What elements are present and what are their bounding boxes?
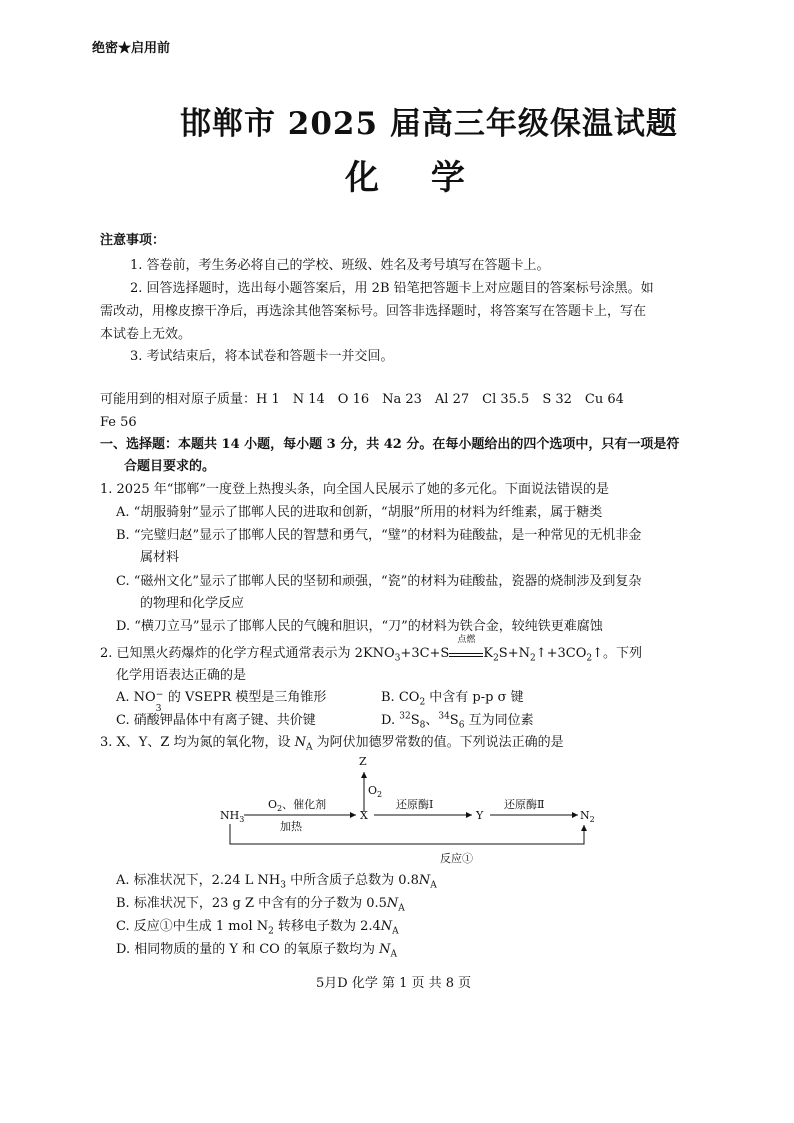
diagram-o2-up-sub: 2 xyxy=(377,790,383,799)
q3-option-c-sub: 2 xyxy=(268,926,274,937)
notice-heading: 注意事项： xyxy=(100,233,166,248)
subject-title: 化 学 xyxy=(345,158,485,198)
q3-option-d-pre: D. 相同物质的量的 Y 和 CO 的氧原子数均为 xyxy=(116,942,380,957)
q2-stem-post-1: K xyxy=(483,646,494,661)
notice-item-2: 2. 回答选择题时，选出每小题答案后，用 2B 铅笔把答题卡上对应题目的答案标号涂黑。如 xyxy=(130,281,654,296)
diagram-heat-label: 加热 xyxy=(280,820,302,833)
q1-stem: 1. 2025 年“邯郸”一度登上热搜头条，向全国人民展示了她的多元化。下面说法错误的是 xyxy=(100,482,610,497)
q2-reaction-arrow xyxy=(449,635,483,657)
section-1-instructions-cont: 合题目要求的。 xyxy=(124,459,216,474)
q2-stem-post-2: S+N xyxy=(498,646,530,661)
diagram-reductase-2-label: 还原酶Ⅱ xyxy=(504,798,545,811)
q3-option-c xyxy=(116,918,399,936)
q3-stem-post: 为阿伏加德罗常数的值。下列说法正确的是 xyxy=(312,735,564,750)
diagram-x-label: X xyxy=(360,809,368,822)
confidential-label: 绝密★启用前 xyxy=(92,41,171,56)
q2-sub: 3 xyxy=(394,653,401,664)
page-footer: 5月D 化学 第 1 页 共 8 页 xyxy=(316,976,472,991)
q2-option-d-sub: 8 xyxy=(419,720,426,731)
q3-stem-pre: 3. X、Y、Z 均为氮的氧化物，设 xyxy=(100,735,295,750)
q2-option-b-post: 中含有 p-p σ 键 xyxy=(425,690,524,705)
q2-option-d-s: S xyxy=(410,713,420,728)
diagram-z-label: Z xyxy=(359,755,367,768)
diagram-reductase-1-label: 还原酶Ⅰ xyxy=(396,798,434,811)
q2-sub: 2 xyxy=(529,653,536,664)
diagram-nh3: NH xyxy=(220,809,240,822)
q3-option-c-mid: 转移电子数为 2.4 xyxy=(273,919,381,934)
q2-option-d-pre: D. xyxy=(381,713,400,728)
diagram-n2: N xyxy=(580,809,590,822)
q2-option-d-sup: 32 xyxy=(399,711,411,722)
diagram-nh3-label xyxy=(220,809,244,824)
q2-option-d-s: S xyxy=(449,713,459,728)
q3-option-a-na-sub: A xyxy=(430,880,437,891)
diagram-o2-catalyst-label xyxy=(268,797,326,813)
q2-option-b-pre: B. CO xyxy=(381,690,420,705)
q2-option-a-pre: A. NO xyxy=(116,690,156,705)
q1-option-c-cont: 的物理和化学反应 xyxy=(140,596,245,611)
diagram-reaction-1-label: 反应① xyxy=(440,852,473,865)
diagram-n2-label xyxy=(580,809,595,824)
q3-na: N xyxy=(294,735,307,750)
diagram-o2-cat-sub: 2 xyxy=(277,804,283,813)
q3-option-d-na-sub: A xyxy=(390,949,397,960)
diagram-n2-sub: 2 xyxy=(589,815,595,824)
q2-option-b xyxy=(381,689,524,707)
notice-item-3: 3. 考试结束后，将本试卷和答题卡一并交回。 xyxy=(130,349,394,364)
diagram-y-label: Y xyxy=(476,809,484,822)
q2-sub: 2 xyxy=(493,653,499,664)
diagram-o2-up: O xyxy=(368,784,378,797)
q2-option-b-sub: 2 xyxy=(419,697,426,708)
section-1-instructions: 一、选择题：本题共 14 小题，每小题 3 分，共 42 分。在每小题给出的四个选项中，只有一项是符 xyxy=(100,437,680,452)
q3-option-a-mid: 中所含质子总数为 0.8 xyxy=(285,873,419,888)
q2-option-d xyxy=(381,712,534,730)
diagram-o2-cat-post: 、催化剂 xyxy=(282,798,327,811)
q2-stem-post-3: ↑+3CO xyxy=(535,646,587,661)
exam-title: 邯郸市 2025 届高三年级保温试题 xyxy=(180,106,678,142)
q3-option-a-na: N xyxy=(418,873,431,888)
q2-option-d-sep: 、 xyxy=(425,713,439,728)
diagram-nh3-sub: 3 xyxy=(239,815,245,824)
q3-option-c-na-sub: A xyxy=(392,926,399,937)
q3-option-d-na: N xyxy=(379,942,391,957)
q3-option-c-pre: C. 反应①中生成 1 mol N xyxy=(116,919,269,934)
q3-option-b-na-sub: A xyxy=(398,903,405,914)
q1-option-c: C. “磁州文化”显示了邯郸人民的坚韧和顽强，“瓷”的材料为硅酸盐，瓷器的烧制涉及到复杂 xyxy=(116,574,642,589)
q2-option-d-post: 互为同位素 xyxy=(464,713,534,728)
q2-option-a-post: 的 VSEPR 模型是三角锥形 xyxy=(163,690,327,705)
q3-option-a xyxy=(116,872,437,890)
q3-option-b-pre: B. 标准状况下，23 g Z 中含有的分子数为 0.5 xyxy=(116,896,387,911)
q3-option-b xyxy=(116,895,405,913)
q2-stem-cont: 化学用语表达正确的是 xyxy=(116,668,247,683)
q3-option-a-sub: 3 xyxy=(280,880,286,891)
q2-stem-mid: +3C+S xyxy=(400,646,450,661)
notice-item-1: 1. 答卷前，考生务必将自己的学校、班级、姓名及考号填写在答题卡上。 xyxy=(130,258,550,273)
q1-option-a: A. “胡服骑射”显示了邯郸人民的进取和创新，“胡服”所用的材料为纤维素，属于糖类 xyxy=(116,505,603,520)
q2-stem xyxy=(100,635,643,664)
q3-option-c-na: N xyxy=(380,919,393,934)
q1-option-b-cont: 属材料 xyxy=(140,550,180,565)
diagram-o2-up-label xyxy=(368,784,382,799)
q2-stem-post-4: ↑。下列 xyxy=(592,646,643,661)
q3-stem xyxy=(100,734,564,752)
notice-item-2-end: 本试卷上无效。 xyxy=(100,327,192,342)
q1-option-d: D. “横刀立马”显示了邯郸人民的气魄和胆识，“刀”的材料为铁合金，较纯铁更难腐蚀 xyxy=(116,619,603,634)
q1-option-b: B. “完璧归赵”显示了邯郸人民的智慧和勇气，“璧”的材料为硅酸盐，是一种常见的无机非金 xyxy=(116,528,642,543)
diagram-o2-cat: O xyxy=(268,798,278,811)
atomic-masses-line-2: Fe 56 xyxy=(100,415,137,430)
q2-reaction-condition: 点燃 xyxy=(457,635,476,645)
q2-stem-pre: 2. 已知黑火药爆炸的化学方程式通常表示为 2KNO xyxy=(100,646,395,661)
q2-option-c: C. 硝酸钾晶体中有离子键、共价键 xyxy=(116,713,316,728)
notice-item-2-cont: 需改动，用橡皮擦干净后，再选涂其他答案标号。回答非选择题时，将答案写在答题卡上，写在 xyxy=(100,304,647,319)
atomic-masses-line-1: 可能用到的相对原子质量：H 1 N 14 O 16 Na 23 Al 27 Cl 35.5 S 32 Cu 64 xyxy=(100,392,624,407)
q3-option-a-pre: A. 标准状况下，2.24 L NH xyxy=(116,873,281,888)
q2-option-d-sub: 6 xyxy=(458,720,465,731)
q2-sub: 2 xyxy=(586,653,593,664)
q2-option-d-sup: 34 xyxy=(438,711,450,722)
q2-option-a: A. NO − 3 的 VSEPR 模型是三角锥形 xyxy=(116,690,327,714)
nitrogen-cycle-diagram xyxy=(218,752,598,870)
q3-option-b-na: N xyxy=(386,896,399,911)
q3-option-d xyxy=(116,941,397,959)
q3-na-sub: A xyxy=(306,742,313,753)
